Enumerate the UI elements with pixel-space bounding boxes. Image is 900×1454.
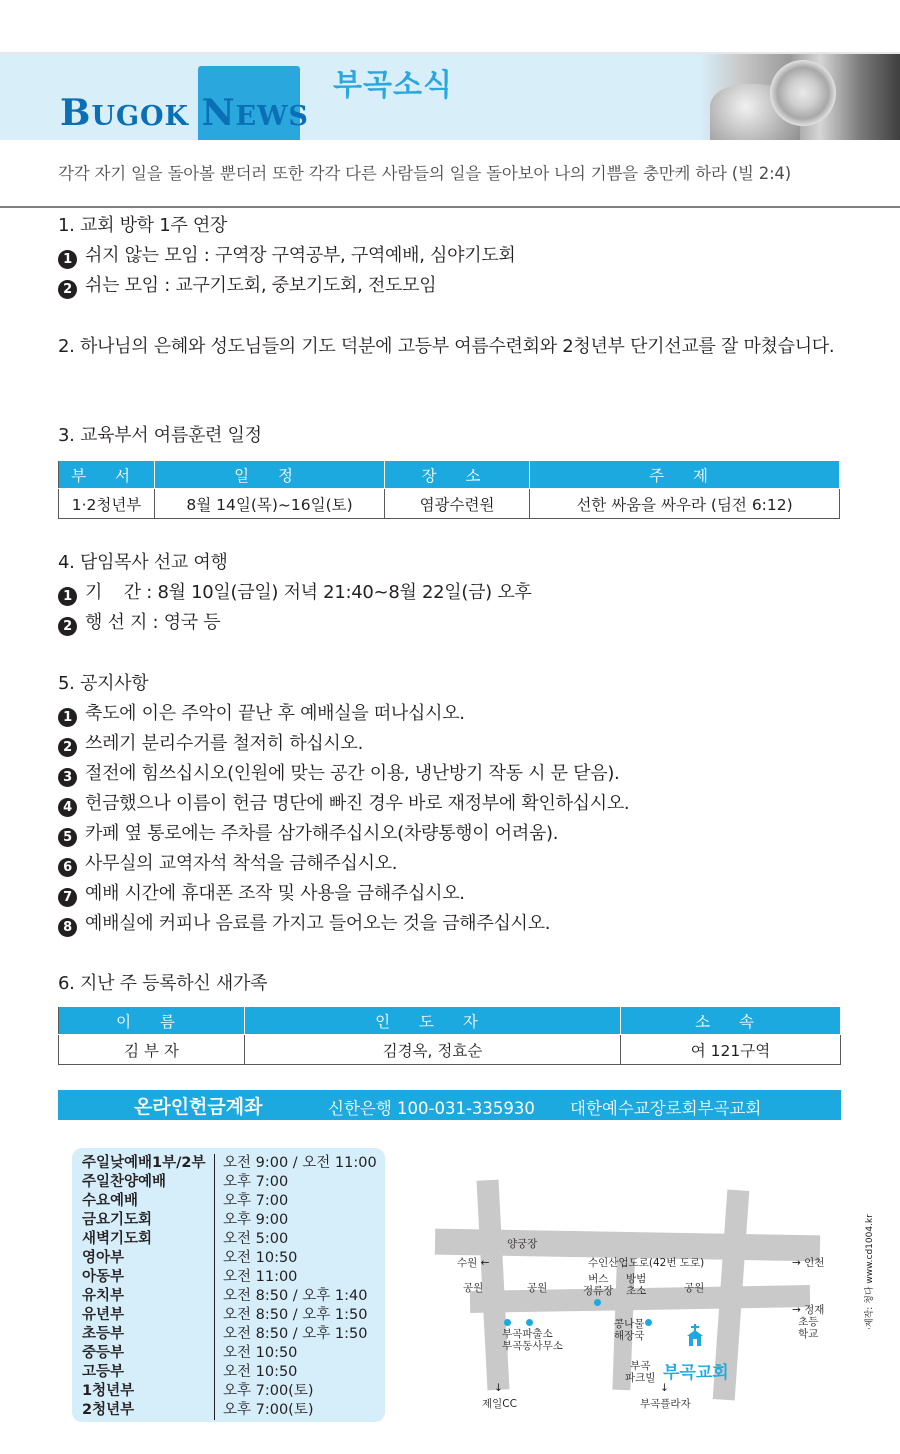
- online-offering-bar: [58, 1090, 841, 1120]
- section-thanks: 2. 하나님의 은혜와 성도님들의 기도 덕분에 고등부 여름수련회와 2청년부 단기선교를 잘 마쳤습니다.: [58, 336, 835, 357]
- list-item: 7 예배 시간에 휴대폰 조작 및 사용을 금해주십시오.: [58, 879, 848, 909]
- schedule-divider: [214, 1211, 215, 1230]
- schedule-row: [82, 1173, 382, 1192]
- schedule-service-name: 중등부: [82, 1345, 125, 1361]
- bugok-news-logo: BUGOK NEWS: [60, 92, 309, 134]
- list-item: 5 카페 옆 통로에는 주차를 삼가해주십시오(차량통행이 어려움).: [58, 819, 848, 849]
- schedule-time: 오전 10:50: [223, 1345, 298, 1361]
- list-item: 1 쉬지 않는 모임 : 구역장 구역공부, 구역예배, 심야기도회: [58, 241, 848, 271]
- list-item: 4 헌금했으나 이름이 헌금 명단에 빠진 경우 바로 재정부에 확인하십시오.: [58, 789, 848, 819]
- list-item: 1 기 간 : 8월 10일(금일) 저녁 21:40~8월 22일(금) 오후: [58, 578, 848, 608]
- table-row: 1·2청년부 8월 14일(목)~16일(토) 염광수련원 선한 싸움을 싸우라 (딤전 6:12): [59, 489, 840, 519]
- section-title: 3. 교육부서 여름훈련 일정: [58, 425, 262, 446]
- schedule-time: 오전 9:00 / 오전 11:00: [223, 1155, 377, 1171]
- list-item: 1 축도에 이은 주악이 끝난 후 예배실을 떠나십시오.: [58, 699, 848, 729]
- schedule-divider: [214, 1268, 215, 1287]
- schedule-service-name: 새벽기도회: [82, 1231, 153, 1247]
- schedule-row: [82, 1249, 382, 1268]
- church-icon: [685, 1324, 705, 1346]
- schedule-row: [82, 1268, 382, 1287]
- map-label: 공원: [684, 1282, 705, 1294]
- map-label: 수원 ←: [457, 1257, 490, 1269]
- schedule-divider: [214, 1287, 215, 1306]
- training-table: [58, 460, 840, 519]
- table-header: 인 도 자: [245, 1007, 621, 1035]
- map-marker: [504, 1319, 511, 1326]
- bible-verse: 각각 자기 일을 돌아볼 뿐더러 또한 각각 다른 사람들의 일을 돌아보아 나의 기쁨을 충만케 하라 (빌 2:4): [58, 164, 791, 183]
- map-label: → 정재 초등 학교: [792, 1304, 825, 1340]
- map-label: 방범 초소: [626, 1273, 647, 1297]
- schedule-row: [82, 1344, 382, 1363]
- schedule-row: [82, 1230, 382, 1249]
- schedule-time: 오후 7:00: [223, 1174, 289, 1190]
- schedule-divider: [214, 1325, 215, 1344]
- tree-stump-image: [770, 60, 836, 126]
- table-row: 김 부 자 김경옥, 정효순 여 121구역: [59, 1035, 841, 1065]
- schedule-service-name: 아동부: [82, 1269, 125, 1285]
- table-header: 이 름: [59, 1007, 245, 1035]
- circled-number: 1: [58, 708, 77, 727]
- circled-number: 4: [58, 798, 77, 817]
- table-header: 소 속: [621, 1007, 841, 1035]
- schedule-row: [82, 1325, 382, 1344]
- church-map: [430, 1170, 850, 1420]
- section-mission-trip: [58, 548, 848, 638]
- offering-label: 온라인헌금계좌: [134, 1096, 263, 1118]
- schedule-time: 오후 9:00: [223, 1212, 289, 1228]
- map-label: 제일CC: [482, 1398, 517, 1410]
- table-header: 부 서: [59, 461, 155, 489]
- section-title: 4. 담임목사 선교 여행: [58, 552, 228, 573]
- map-label: 버스 정류장: [583, 1273, 614, 1297]
- schedule-service-name: 주일낮예배1부/2부: [82, 1155, 206, 1171]
- schedule-service-name: 초등부: [82, 1326, 125, 1342]
- schedule-row: [82, 1192, 382, 1211]
- schedule-service-name: 주일찬양예배: [82, 1174, 167, 1190]
- schedule-row: [82, 1306, 382, 1325]
- circled-number: 8: [58, 918, 77, 937]
- schedule-divider: [214, 1306, 215, 1325]
- schedule-row: [82, 1401, 382, 1420]
- schedule-service-name: 2청년부: [82, 1402, 135, 1418]
- schedule-time: 오후 7:00(토): [223, 1383, 314, 1399]
- schedule-time: 오전 5:00: [223, 1231, 289, 1247]
- list-item: 8 예배실에 커피나 음료를 가지고 들어오는 것을 금해주십시오.: [58, 909, 848, 939]
- schedule-divider: [214, 1401, 215, 1420]
- map-label: 부곡플라자: [640, 1398, 691, 1410]
- schedule-service-name: 금요기도회: [82, 1212, 153, 1228]
- table-header: 일 정: [155, 461, 385, 489]
- schedule-time: 오전 8:50 / 오후 1:50: [223, 1307, 368, 1323]
- map-label: → 인천: [792, 1257, 825, 1269]
- schedule-row: [82, 1382, 382, 1401]
- schedule-divider: [214, 1173, 215, 1192]
- section-new-family: [58, 969, 848, 999]
- circled-number: 7: [58, 888, 77, 907]
- list-item: 2 쓰레기 분리수거를 철저히 하십시오.: [58, 729, 848, 759]
- map-label: 부곡 파크빌: [625, 1360, 656, 1384]
- header-photo: [700, 54, 900, 140]
- list-item: 2 쉬는 모임 : 교구기도회, 중보기도회, 전도모임: [58, 271, 848, 301]
- section-title: 5. 공지사항: [58, 673, 149, 694]
- section-training-schedule: [58, 421, 848, 451]
- circled-number: 5: [58, 828, 77, 847]
- map-label: 콩나물 해장국: [614, 1318, 645, 1342]
- section-title: 6. 지난 주 등록하신 새가족: [58, 973, 268, 994]
- schedule-divider: [214, 1363, 215, 1382]
- map-label: ↓: [660, 1382, 669, 1394]
- map-label: 공원: [463, 1282, 484, 1294]
- circled-number: 3: [58, 768, 77, 787]
- schedule-service-name: 수요예배: [82, 1193, 139, 1209]
- circled-number: 2: [58, 280, 77, 299]
- circled-number: 1: [58, 250, 77, 269]
- map-label: 양궁장: [507, 1238, 538, 1250]
- map-marker: [645, 1319, 652, 1326]
- list-item: 2 행 선 지 : 영국 등: [58, 608, 848, 638]
- schedule-row: [82, 1363, 382, 1382]
- schedule-divider: [214, 1344, 215, 1363]
- map-label: 부곡파출소 부곡동사무소: [502, 1328, 563, 1352]
- schedule-time: 오전 8:50 / 오후 1:40: [223, 1288, 368, 1304]
- circled-number: 2: [58, 738, 77, 757]
- circled-number: 6: [58, 858, 77, 877]
- circled-number: 2: [58, 617, 77, 636]
- map-label: 공원: [527, 1282, 548, 1294]
- bank-account: 신한은행 100-031-335930: [328, 1099, 535, 1118]
- map-label: ↓: [494, 1382, 503, 1394]
- map-label: 수인산업도로(42번 도로): [588, 1257, 705, 1269]
- new-family-table: [58, 1006, 841, 1065]
- page-title: 부곡소식: [333, 68, 453, 103]
- schedule-time: 오전 11:00: [223, 1269, 298, 1285]
- schedule-divider: [214, 1382, 215, 1401]
- table-header: 장 소: [385, 461, 530, 489]
- schedule-time: 오후 7:00(토): [223, 1402, 314, 1418]
- schedule-service-name: 유년부: [82, 1307, 125, 1323]
- schedule-row: [82, 1287, 382, 1306]
- map-marker: [594, 1299, 601, 1306]
- schedule-service-name: 영아부: [82, 1250, 125, 1266]
- list-item: 3 절전에 힘쓰십시오(인원에 맞는 공간 이용, 냉난방기 작동 시 문 닫음).: [58, 759, 848, 789]
- schedule-service-name: 고등부: [82, 1364, 125, 1380]
- circled-number: 1: [58, 587, 77, 606]
- worship-schedule: [72, 1148, 385, 1422]
- schedule-time: 오전 8:50 / 오후 1:50: [223, 1326, 368, 1342]
- schedule-service-name: 1청년부: [82, 1383, 135, 1399]
- schedule-service-name: 유치부: [82, 1288, 125, 1304]
- section-title: 1. 교회 방학 1주 연장: [58, 215, 228, 236]
- schedule-row: [82, 1211, 382, 1230]
- schedule-time: 오후 7:00: [223, 1193, 289, 1209]
- divider: [0, 206, 900, 208]
- account-owner: 대한예수교장로회부곡교회: [570, 1099, 762, 1118]
- schedule-row: [82, 1154, 382, 1173]
- schedule-time: 오전 10:50: [223, 1250, 298, 1266]
- schedule-divider: [214, 1192, 215, 1211]
- map-marker: [526, 1319, 533, 1326]
- credit-text: ·제작: 청다 www.cd1004.kr: [865, 1214, 875, 1330]
- table-header: 주 제: [530, 461, 840, 489]
- list-item: 6 사무실의 교역자석 착석을 금해주십시오.: [58, 849, 848, 879]
- section-notices: [58, 669, 848, 939]
- schedule-divider: [214, 1249, 215, 1268]
- church-label: 부곡교회: [663, 1363, 729, 1383]
- schedule-divider: [214, 1154, 215, 1173]
- section-church-vacation: [58, 211, 848, 301]
- schedule-divider: [214, 1230, 215, 1249]
- schedule-time: 오전 10:50: [223, 1364, 298, 1380]
